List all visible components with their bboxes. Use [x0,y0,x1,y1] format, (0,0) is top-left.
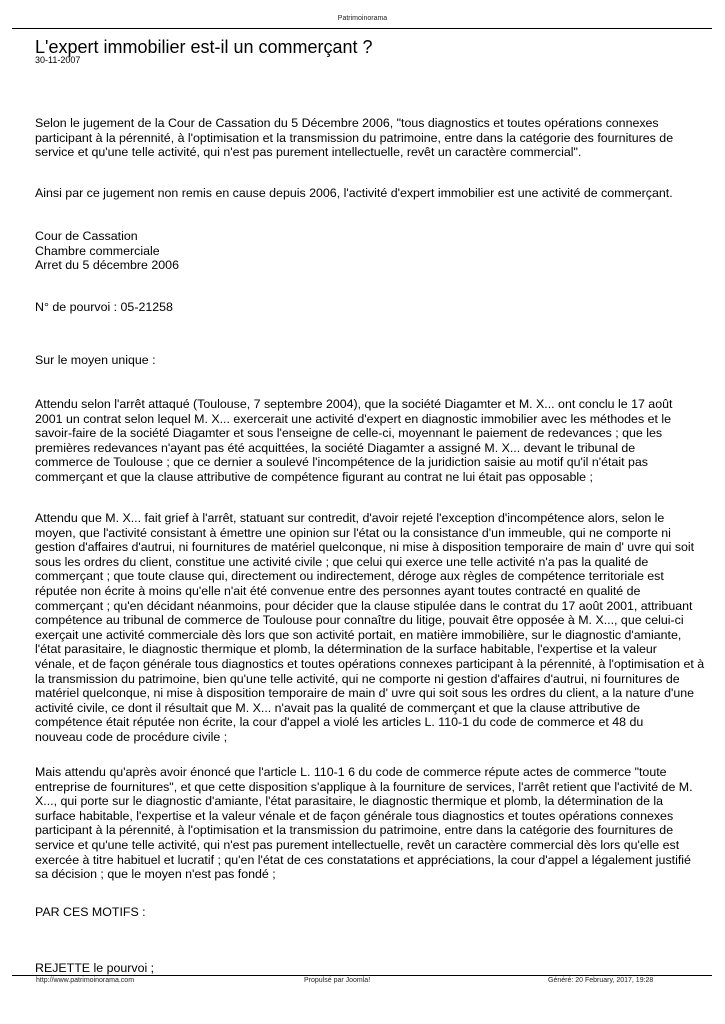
text-line: activité civile, ce dont il résultait que M. X... n'avait pas la qualité de commerçant et que la clause attributive de [35,700,640,715]
text-line: exercée à titre habituel et lucratif ; qu'en l'état de ces constatations et appréciations, la cour d'appel a légalement justifié [35,852,691,867]
intro-paragraph [35,116,673,160]
text-line: vénale, et de façon générale tous diagnostics et toutes opérations connexes participant à la pérennité, à l'optimisation et à [35,656,705,671]
text-line: nouveau code de procédure civile ; [35,729,228,744]
footer-divider [12,975,712,976]
footer-url-link[interactable]: http://www.patrimoinorama.com [36,977,135,984]
text-line: commerçant ; qu'en décidant néanmoins, pour décider que la clause stipulée dans le contrat du 17 août 2001, attribuant [35,598,693,613]
text-line: N° de pourvoi : 05-21258 [35,300,173,314]
text-line: entreprise de fournitures", et que cette disposition s'applique à la fourniture de services, l'arrêt retient que l'activité de M. [35,779,693,794]
moyen-heading [35,353,156,368]
text-line: participant à la pérennité, à l'optimisation et la transmission du patrimoine, entre dans la catégorie des fournitures de [35,130,674,145]
text-line: commerçant ; que toute clause qui, directement ou indirectement, déroge aux règles de compétence territoriale est [35,569,664,584]
par-ces-motifs-heading [35,905,146,920]
text-line: Arret du 5 décembre 2006 [35,258,179,273]
text-line: PAR CES MOTIFS : [35,905,146,919]
text-line: matériel quelconque, ni mise à disposition temporaire de main d' uvre qui soit sous les ordres du client, a la nature d'une [35,686,695,701]
rejette-verdict [35,961,154,976]
text-line: exerçait une activité commerciale dès lors que son activité portait, en matière immobilière, sur le diagnostic d'amiante, [35,627,682,642]
court-info [35,229,179,273]
text-line: la transmission du patrimoine, bien qu'une telle activité, qui ne comporte ni gestion d'affaires d'autrui, ni fournitures de [35,671,680,686]
text-line: service et qu'une telle activité, qui n'est pas purement intellectuelle, revêt un caractère commercial". [35,145,582,160]
text-line: commerçant et que la clause attributive de compétence figurant au contrat ne lui était pas opposable ; [35,469,593,484]
text-line: premières redevances n'ayant pas été acquittées, la société Diagamter a assigné M. X... devant le tribunal de [35,440,636,455]
text-line: sous les ordres du client, constitue une activité civile ; que celui qui exerce une telle activité n'a pas la qualité de [35,554,649,569]
text-line: moyen, que l'activité consistant à émettre une opinion sur l'état ou la consistance d'un immeuble, qui ne comporte ni [35,525,671,540]
text-line: Mais attendu qu'après avoir énoncé que l'article L. 110-1 6 du code de commerce répute actes de commerce "toute [35,765,667,779]
text-line: service et qu'une telle activité, qui n'est pas purement intellectuelle, revêt un caractère commercial dès lors qu'elle est [35,837,680,852]
pourvoi-number [35,300,173,315]
article-date: 30-11-2007 [35,55,81,65]
text-line: commerce de Toulouse ; que ce dernier a soulevé l'incompétence de la juridiction saisie au motif qu'il n'était pas [35,455,648,470]
attendu-paragraph-1 [35,397,672,485]
header-divider [12,28,712,29]
text-line: compétence au tribunal de commerce de Toulouse pour connaître du litige, pouvait être opposée à M. X..., que celui-ci [35,613,684,628]
text-line: Cour de Cassation [35,229,138,243]
footer-powered-by: Propulsé par Joomla! [304,977,371,984]
page-title: L'expert immobilier est-il un commerçant ? [35,37,373,57]
text-line: Chambre commerciale [35,243,160,258]
text-line: sa décision ; que le moyen n'est pas fondé ; [35,867,276,882]
text-line: compétence était réputée non écrite, la cour d'appel a violé les articles L. 110-1 du code de commerce et 48 du [35,715,644,730]
conclusion-paragraph [35,186,673,201]
text-line: Attendu selon l'arrêt attaqué (Toulouse, 7 septembre 2004), que la société Diagamter et M. X... ont conclu le 17 août [35,397,673,411]
text-line: Selon le jugement de la Cour de Cassation du 5 Décembre 2006, "tous diagnostics et toutes opérations connexes [35,116,659,130]
footer-generated-date: Généré: 20 February, 2017, 19:28 [548,977,654,984]
text-line: Ainsi par ce jugement non remis en cause depuis 2006, l'activité d'expert immobilier est une activité de commerçant. [35,186,673,200]
text-line: savoir-faire de la société Diagamter et sous l'enseigne de celle-ci, moyennant le paiement de redevances ; que les [35,426,663,441]
mais-attendu-paragraph [35,765,693,882]
text-line: participant à la pérennité, à l'optimisation et la transmission du patrimoine, entre dans la catégorie des fournitures de [35,823,674,838]
text-line: REJETTE le pourvoi ; [35,961,155,975]
header-site-name: Patrimoinorama [337,15,388,22]
text-line: l'état parasitaire, le diagnostic thermique et plomb, la détermination de la surface habitable, l'expertise et la valeur [35,642,657,657]
text-line: Attendu que M. X... fait grief à l'arrêt, statuant sur contredit, d'avoir rejeté l'exception d'incompétence alors, selon le [35,511,665,525]
text-line: réputée non écrite à moins qu'elle n'ait été convenue entre des personnes ayant toutes contracté en qualité de [35,583,641,598]
text-line: gestion d'affaires d'autrui, ni fournitures de matériel quelconque, ni mise à disposition temporaire de main d' uvre qui soit [35,540,695,555]
text-line: surface habitable, l'expertise et la valeur vénale et de façon générale tous diagnostics et toutes opérations connexes [35,808,674,823]
text-line: Sur le moyen unique : [35,353,156,367]
attendu-paragraph-2 [35,511,704,745]
text-line: X..., qui porte sur le diagnostic d'amiante, l'état parasitaire, le diagnostic thermique et plomb, la détermination de la [35,794,664,809]
text-line: 2001 un contrat selon lequel M. X... exercerait une activité d'expert en diagnostic immobilier avec les méthodes et le [35,411,672,426]
